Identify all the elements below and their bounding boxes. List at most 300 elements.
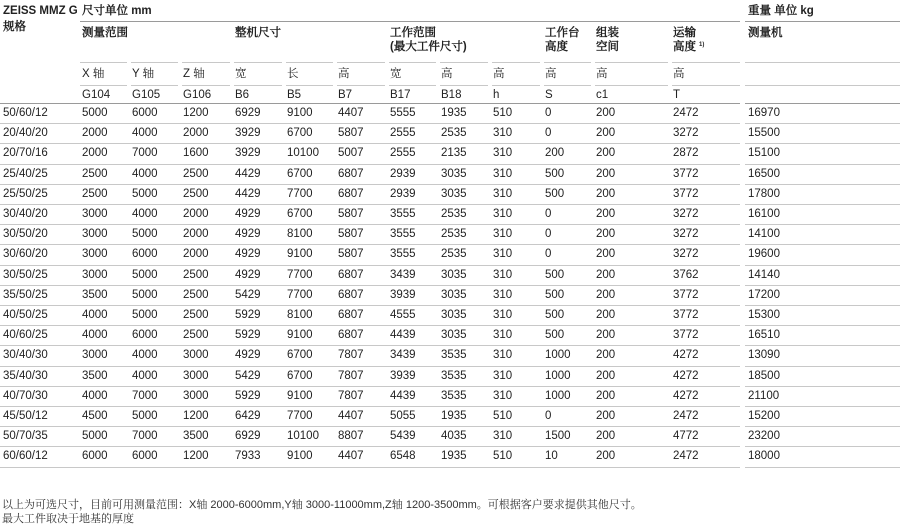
rule-sub-label-0: [80, 62, 127, 63]
row-cell: 200: [596, 107, 616, 119]
row-cell: 5929: [235, 329, 261, 342]
row-divider-weight: [745, 265, 900, 266]
rule-sub-label-5: [337, 62, 385, 63]
row-cell: 17800: [748, 187, 780, 200]
row-cell: 3439: [390, 268, 416, 281]
row-divider: [0, 386, 740, 387]
row-divider-weight: [745, 325, 900, 326]
row-cell: 200: [596, 309, 616, 321]
row-cell: 5007: [338, 147, 364, 160]
row-cell: 2872: [673, 147, 699, 160]
row-cell: 3439: [390, 349, 416, 362]
row-cell: 4272: [673, 369, 699, 382]
row-cell: 4000: [132, 167, 158, 180]
row-cell: 6700: [287, 127, 313, 140]
row-cell: 5000: [132, 187, 158, 200]
row-divider-weight: [745, 164, 900, 165]
sub-label: Y 轴: [132, 68, 155, 80]
row-cell: 510: [493, 107, 513, 119]
row-cell: 4929: [235, 228, 261, 241]
row-cell: 3772: [673, 309, 699, 321]
rule-code-0: [80, 85, 127, 86]
row-cell: 5000: [132, 228, 158, 241]
row-divider: [0, 224, 740, 225]
rule-code-6: [389, 85, 436, 86]
row-cell: 310: [493, 349, 513, 362]
rule-code-7: [440, 85, 488, 86]
row-cell: 5000: [132, 268, 158, 281]
sub-label: 高: [545, 68, 557, 80]
row-cell: 3939: [390, 369, 416, 382]
row-divider-weight: [745, 446, 900, 447]
row-cell: 5429: [235, 369, 261, 382]
row-cell: 310: [493, 430, 513, 443]
row-cell: 3500: [82, 288, 108, 301]
row-spec: 35/40/30: [3, 369, 48, 382]
row-cell: 3772: [673, 167, 699, 180]
rule-weight-unit: [745, 21, 900, 22]
row-cell: 0: [545, 127, 552, 140]
row-cell: 2500: [82, 187, 108, 200]
row-cell: 3500: [183, 430, 209, 443]
row-cell: 14140: [748, 268, 780, 281]
row-cell: 310: [493, 208, 513, 220]
column-code: G104: [82, 89, 111, 101]
row-spec: 30/50/25: [3, 268, 48, 281]
row-divider-weight: [745, 285, 900, 286]
row-cell: 200: [596, 187, 616, 200]
row-cell: 5000: [132, 288, 158, 301]
row-cell: 4929: [235, 349, 261, 362]
row-cell: 200: [596, 228, 616, 241]
row-cell: 2000: [183, 127, 209, 140]
rule-sub-label-9: [544, 62, 591, 63]
row-cell: 4407: [338, 410, 364, 422]
row-cell: 19600: [748, 248, 780, 261]
row-divider: [0, 244, 740, 245]
row-cell: 4000: [132, 369, 158, 382]
row-cell: 3000: [183, 369, 209, 382]
row-cell: 2472: [673, 410, 699, 422]
row-cell: 3555: [390, 228, 416, 241]
row-cell: 6807: [338, 329, 364, 342]
row-spec: 20/40/20: [3, 127, 48, 140]
row-cell: 500: [545, 268, 565, 281]
column-code: B5: [287, 89, 302, 101]
row-cell: 6929: [235, 107, 261, 119]
row-cell: 510: [493, 450, 513, 463]
row-cell: 2000: [183, 208, 209, 220]
sub-label: 高: [441, 68, 453, 80]
footnote-2: 最大工件取决于地基的厚度: [2, 513, 134, 525]
row-cell: 200: [596, 369, 616, 382]
row-cell: 200: [596, 248, 616, 261]
column-code: B18: [441, 89, 462, 101]
row-cell: 310: [493, 309, 513, 321]
row-cell: 3555: [390, 208, 416, 220]
row-cell: 5807: [338, 228, 364, 241]
row-cell: 5555: [390, 107, 416, 119]
rule-code-5: [337, 85, 385, 86]
row-spec: 45/50/12: [3, 410, 48, 422]
row-cell: 18500: [748, 369, 780, 382]
row-cell: 310: [493, 268, 513, 281]
row-cell: 4555: [390, 309, 416, 321]
column-code: S: [545, 89, 553, 101]
row-spec: 40/50/25: [3, 309, 48, 321]
column-code: G105: [132, 89, 161, 101]
row-cell: 9100: [287, 329, 313, 342]
row-cell: 6000: [132, 248, 158, 261]
row-cell: 2500: [183, 309, 209, 321]
row-cell: 2535: [441, 127, 467, 140]
row-cell: 0: [545, 107, 552, 119]
row-cell: 500: [545, 187, 565, 200]
row-cell: 2500: [183, 167, 209, 180]
row-cell: 3772: [673, 187, 699, 200]
row-cell: 4929: [235, 268, 261, 281]
row-cell: 5000: [132, 410, 158, 422]
row-cell: 6700: [287, 369, 313, 382]
rule-code-11: [672, 85, 740, 86]
row-cell: 4439: [390, 389, 416, 402]
row-cell: 10100: [287, 430, 319, 443]
row-cell: 1935: [441, 410, 467, 422]
row-divider-weight: [745, 224, 900, 225]
row-cell: 3762: [673, 268, 699, 281]
row-cell: 200: [596, 349, 616, 362]
rule-sub-label-10: [595, 62, 668, 63]
row-cell: 3000: [82, 228, 108, 241]
row-cell: 5000: [82, 430, 108, 443]
row-cell: 310: [493, 248, 513, 261]
row-cell: 310: [493, 167, 513, 180]
row-cell: 4929: [235, 208, 261, 220]
row-cell: 1500: [545, 430, 571, 443]
row-cell: 3000: [183, 349, 209, 362]
row-cell: 3272: [673, 228, 699, 241]
row-cell: 5429: [235, 288, 261, 301]
row-cell: 10: [545, 450, 558, 463]
row-divider-weight: [745, 345, 900, 346]
row-cell: 21100: [748, 389, 780, 402]
row-cell: 3000: [82, 349, 108, 362]
row-divider: [0, 184, 740, 185]
rule-size-unit: [80, 21, 740, 22]
rule-code-8: [492, 85, 540, 86]
row-cell: 5929: [235, 389, 261, 402]
row-cell: 7000: [132, 430, 158, 443]
sub-label: 高: [493, 68, 505, 80]
sub-label: 长: [287, 68, 299, 80]
row-cell: 5929: [235, 309, 261, 321]
row-cell: 6807: [338, 288, 364, 301]
row-cell: 16500: [748, 167, 780, 180]
sub-label: X 轴: [82, 68, 105, 80]
footnote-1: 以上为可选尺寸，目前可用测量范围：X轴 2000-6000mm,Y轴 3000-11000mm,Z轴 1200-3500mm。可根据客户要求提供其他尺寸。: [2, 499, 642, 511]
row-divider: [0, 143, 740, 144]
row-cell: 8100: [287, 228, 313, 241]
row-cell: 2500: [82, 167, 108, 180]
row-cell: 2500: [183, 187, 209, 200]
row-cell: 23200: [748, 430, 780, 443]
row-cell: 3939: [390, 288, 416, 301]
row-cell: 310: [493, 369, 513, 382]
row-cell: 7000: [132, 147, 158, 160]
row-divider: [0, 265, 740, 266]
row-cell: 9100: [287, 450, 313, 463]
column-code: B17: [390, 89, 411, 101]
row-cell: 3272: [673, 208, 699, 220]
row-cell: 1935: [441, 450, 467, 463]
column-code: T: [673, 89, 681, 101]
group-machine-size: 整机尺寸: [235, 27, 281, 39]
row-cell: 10100: [287, 147, 319, 160]
row-cell: 510: [493, 410, 513, 422]
row-cell: 16100: [748, 208, 780, 220]
row-cell: 5055: [390, 410, 416, 422]
group-assembly-space: 组装: [596, 27, 619, 39]
row-spec: 25/40/25: [3, 167, 48, 180]
group-transport-height-sub: 高度 $^{1)}$: [673, 41, 705, 53]
row-cell: 2555: [390, 147, 416, 160]
row-cell: 310: [493, 147, 513, 160]
row-cell: 2939: [390, 167, 416, 180]
row-cell: 4035: [441, 430, 467, 443]
row-cell: 7700: [287, 410, 313, 422]
row-cell: 5807: [338, 248, 364, 261]
row-cell: 6000: [132, 107, 158, 119]
row-divider-weight: [745, 406, 900, 407]
row-cell: 8100: [287, 309, 313, 321]
row-spec: 50/60/12: [3, 107, 48, 119]
row-cell: 500: [545, 167, 565, 180]
row-cell: 200: [596, 430, 616, 443]
row-cell: 2535: [441, 208, 467, 220]
group-table-height: 工作台: [545, 27, 580, 39]
row-divider-weight: [745, 204, 900, 205]
row-spec: 30/60/20: [3, 248, 48, 261]
row-divider-weight: [745, 123, 900, 124]
row-cell: 7700: [287, 187, 313, 200]
row-cell: 15100: [748, 147, 780, 160]
rule-body-top-weight: [745, 103, 900, 104]
row-cell: 1000: [545, 389, 571, 402]
sub-label: Z 轴: [183, 68, 205, 80]
row-cell: 2000: [82, 147, 108, 160]
row-cell: 0: [545, 410, 552, 422]
row-divider: [0, 285, 740, 286]
row-cell: 7700: [287, 268, 313, 281]
row-cell: 6000: [132, 329, 158, 342]
row-cell: 7807: [338, 389, 364, 402]
row-cell: 200: [596, 127, 616, 140]
row-cell: 500: [545, 309, 565, 321]
sub-label: 宽: [235, 68, 247, 80]
rule-sub-label-1: [131, 62, 178, 63]
row-spec: 50/70/35: [3, 430, 48, 443]
row-cell: 6700: [287, 208, 313, 220]
row-cell: 2135: [441, 147, 467, 160]
row-cell: 310: [493, 228, 513, 241]
row-spec: 25/50/25: [3, 187, 48, 200]
row-divider-weight: [745, 143, 900, 144]
row-divider: [0, 426, 740, 427]
row-cell: 4272: [673, 389, 699, 402]
row-cell: 5000: [82, 107, 108, 119]
row-cell: 1000: [545, 369, 571, 382]
row-cell: 200: [596, 167, 616, 180]
row-cell: 500: [545, 288, 565, 301]
sub-label: 高: [673, 68, 685, 80]
row-cell: 2939: [390, 187, 416, 200]
group-measure-range: 测量范围: [82, 27, 128, 39]
rule-sub-label-3: [234, 62, 282, 63]
row-cell: 15200: [748, 410, 780, 422]
row-cell: 3000: [82, 248, 108, 261]
row-cell: 1000: [545, 349, 571, 362]
row-cell: 2535: [441, 248, 467, 261]
row-cell: 1200: [183, 410, 209, 422]
rule-code-3: [234, 85, 282, 86]
rule-sub-label-4: [286, 62, 333, 63]
row-cell: 310: [493, 127, 513, 140]
row-spec: 40/60/25: [3, 329, 48, 342]
row-cell: 200: [596, 450, 616, 463]
row-cell: 5807: [338, 127, 364, 140]
row-cell: 3772: [673, 329, 699, 342]
column-code: h: [493, 89, 500, 101]
group-transport-height: 运输: [673, 27, 696, 39]
row-divider: [0, 164, 740, 165]
row-cell: 6000: [132, 450, 158, 463]
sub-label: 高: [338, 68, 350, 80]
row-cell: 310: [493, 187, 513, 200]
group-table-height-sub: 高度: [545, 41, 568, 53]
row-cell: 4407: [338, 107, 364, 119]
row-cell: 4407: [338, 450, 364, 463]
sub-label: 高: [596, 68, 608, 80]
row-cell: 3000: [82, 268, 108, 281]
row-cell: 7700: [287, 288, 313, 301]
row-cell: 6000: [82, 450, 108, 463]
row-spec: 40/70/30: [3, 389, 48, 402]
row-cell: 3272: [673, 248, 699, 261]
row-divider: [0, 446, 740, 447]
row-cell: 7807: [338, 349, 364, 362]
rule-body-top: [0, 103, 740, 104]
row-cell: 2000: [183, 248, 209, 261]
row-cell: 8807: [338, 430, 364, 443]
row-cell: 15500: [748, 127, 780, 140]
row-cell: 0: [545, 208, 552, 220]
row-cell: 0: [545, 228, 552, 241]
row-cell: 2000: [183, 228, 209, 241]
row-cell: 7000: [132, 389, 158, 402]
row-cell: 3035: [441, 329, 467, 342]
row-cell: 3929: [235, 147, 261, 160]
rule-code-weight: [745, 85, 900, 86]
row-cell: 3535: [441, 369, 467, 382]
row-cell: 6929: [235, 430, 261, 443]
row-cell: 3000: [82, 208, 108, 220]
row-cell: 5000: [132, 309, 158, 321]
row-cell: 1200: [183, 107, 209, 119]
row-cell: 200: [596, 208, 616, 220]
rule-sub-label-weight: [745, 62, 900, 63]
row-cell: 200: [596, 389, 616, 402]
row-cell: 3272: [673, 127, 699, 140]
row-cell: 3035: [441, 268, 467, 281]
row-divider: [0, 366, 740, 367]
row-divider-weight: [745, 305, 900, 306]
row-cell: 9100: [287, 389, 313, 402]
rule-sub-label-8: [492, 62, 540, 63]
row-cell: 4000: [82, 389, 108, 402]
row-cell: 6807: [338, 187, 364, 200]
footnote-marker: 1): [699, 42, 705, 48]
row-divider-weight: [745, 386, 900, 387]
row-spec: 20/70/16: [3, 147, 48, 160]
row-cell: 9100: [287, 248, 313, 261]
row-cell: 200: [596, 329, 616, 342]
row-cell: 2500: [183, 268, 209, 281]
row-divider-weight: [745, 366, 900, 367]
group-work-range: 工作范围: [390, 27, 436, 39]
row-spec: 35/50/25: [3, 288, 48, 301]
rule-sub-label-2: [182, 62, 230, 63]
rule-code-10: [595, 85, 668, 86]
row-cell: 1600: [183, 147, 209, 160]
row-cell: 16970: [748, 107, 780, 119]
column-code: B6: [235, 89, 250, 101]
row-cell: 3000: [183, 389, 209, 402]
row-cell: 200: [596, 268, 616, 281]
rule-code-4: [286, 85, 333, 86]
row-cell: 200: [596, 288, 616, 301]
rule-sub-label-11: [672, 62, 740, 63]
row-cell: 3035: [441, 187, 467, 200]
row-cell: 3929: [235, 127, 261, 140]
row-cell: 4000: [82, 329, 108, 342]
row-cell: 4000: [132, 349, 158, 362]
row-cell: 6700: [287, 167, 313, 180]
rule-sub-label-6: [389, 62, 436, 63]
row-cell: 4000: [82, 309, 108, 321]
row-cell: 3535: [441, 389, 467, 402]
row-divider: [0, 325, 740, 326]
row-cell: 3535: [441, 349, 467, 362]
group-assembly-space-sub: 空间: [596, 41, 619, 53]
row-cell: 200: [596, 147, 616, 160]
row-cell: 4429: [235, 167, 261, 180]
row-cell: 15300: [748, 309, 780, 321]
row-cell: 4500: [82, 410, 108, 422]
row-divider: [0, 406, 740, 407]
row-divider-weight: [745, 426, 900, 427]
row-cell: 9100: [287, 107, 313, 119]
row-cell: 3035: [441, 309, 467, 321]
row-divider-weight: [745, 244, 900, 245]
row-cell: 500: [545, 329, 565, 342]
row-cell: 2555: [390, 127, 416, 140]
column-code: B7: [338, 89, 353, 101]
row-cell: 3035: [441, 167, 467, 180]
row-spec: 60/60/12: [3, 450, 48, 463]
row-cell: 4429: [235, 187, 261, 200]
row-spec: 30/40/20: [3, 208, 48, 220]
group-work-range-sub: (最大工件尺寸): [390, 41, 467, 53]
